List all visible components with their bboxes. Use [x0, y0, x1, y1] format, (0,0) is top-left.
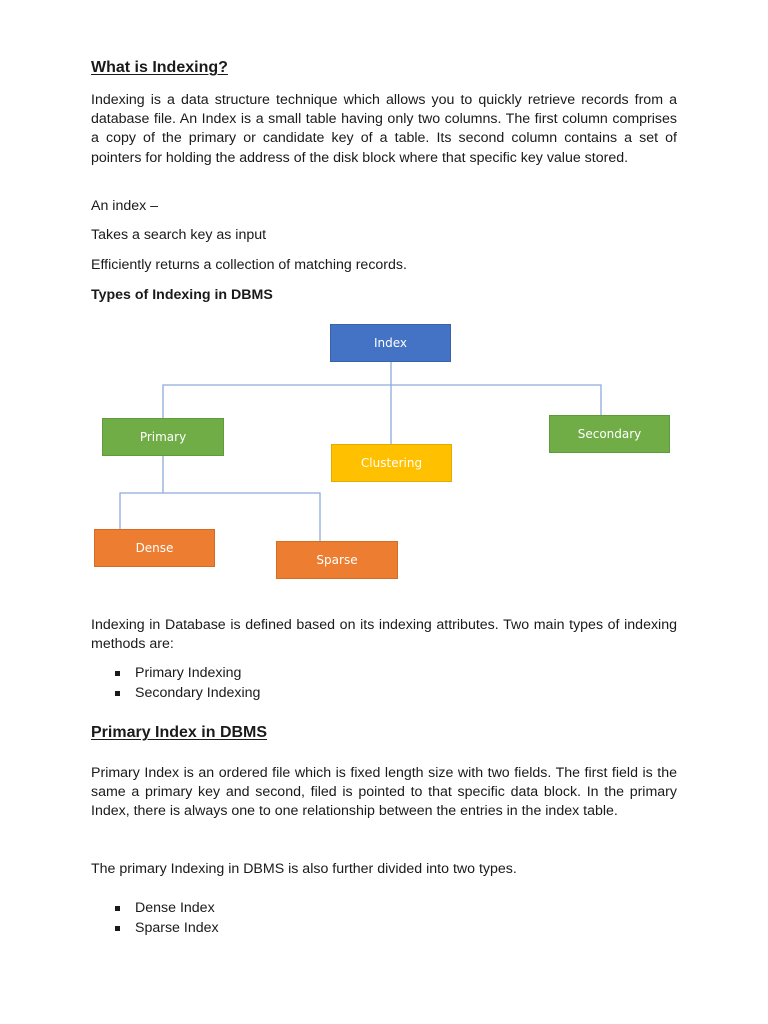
indexing-methods-list [113, 664, 260, 703]
secondary-node: Secondary [549, 415, 670, 453]
types-of-indexing-heading: Types of Indexing in DBMS [91, 287, 273, 303]
indexing-paragraph: Indexing is a data structure technique which allows you to quickly retrieve records from a database file. An Index is a small table having only two columns. The first column comprises a copy of the primary or candidate key of a table. Its second column contains a set of pointers for holding the address of the disk block where that specific key value stored. [91, 92, 677, 166]
list-item: Primary Indexing [113, 664, 260, 684]
sparse-node: Sparse [276, 541, 398, 579]
search-key-line: Takes a search key as input [91, 227, 267, 243]
list-item: Dense Index [113, 899, 219, 919]
primary-index-types-list [113, 899, 219, 938]
returns-records-line: Efficiently returns a collection of matching records. [91, 257, 407, 273]
an-index-line: An index – [91, 198, 159, 214]
primary-types-line: The primary Indexing in DBMS is also further divided into two types. [91, 861, 517, 877]
primary-node: Primary [102, 418, 224, 456]
index-node: Index [330, 324, 451, 362]
primary-index-paragraph: Primary Index is an ordered file which is fixed length size with two fields. The first field is the same a primary key and second, filed is pointed to that specific data block. In the primary Index, there is always one to one relationship between the entries in the index table. [91, 765, 677, 820]
indexing-attributes-paragraph: Indexing in Database is defined based on its indexing attributes. Two main types of indexing methods are: [91, 617, 677, 653]
heading-primary-index: Primary Index in DBMS [91, 724, 268, 741]
list-item: Sparse Index [113, 919, 219, 939]
list-item: Secondary Indexing [113, 684, 260, 704]
heading-what-is-indexing: What is Indexing? [91, 59, 228, 76]
clustering-node: Clustering [331, 444, 452, 482]
connector-top-bus [163, 385, 601, 419]
dense-node: Dense [94, 529, 215, 567]
